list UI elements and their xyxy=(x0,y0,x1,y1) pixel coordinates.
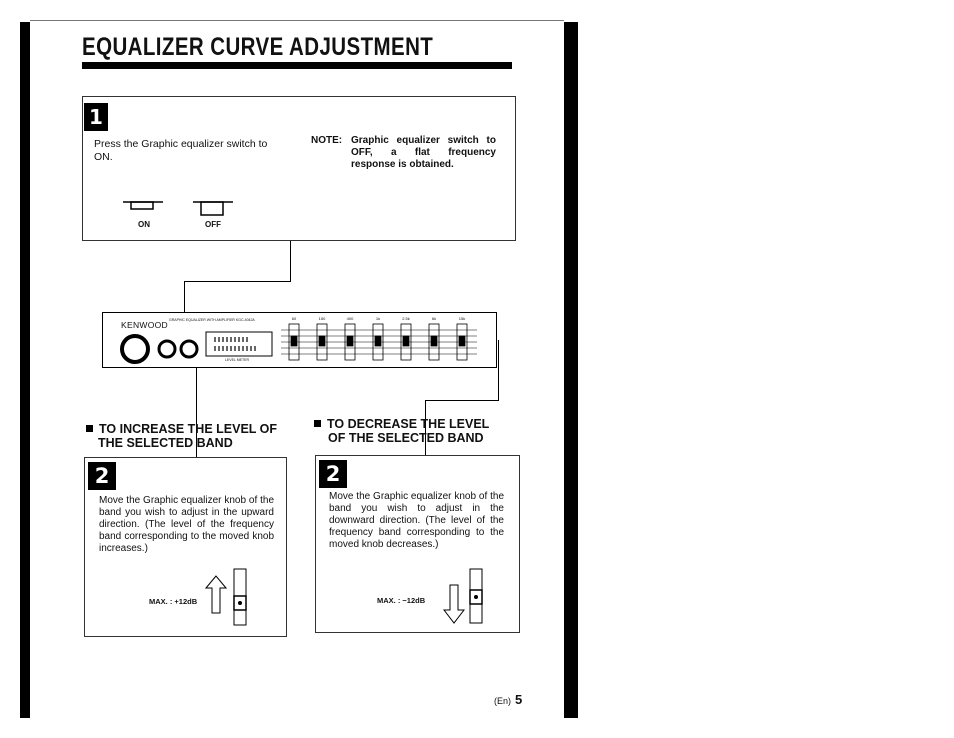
decrease-heading-line2: OF THE SELECTED BAND xyxy=(328,431,484,445)
footer-language: (En) xyxy=(494,696,512,706)
band-slider-group xyxy=(281,316,481,364)
level-meter-label: LEVEL METER xyxy=(225,358,249,362)
arrow-down-icon xyxy=(443,584,465,624)
band-label: 15k xyxy=(458,316,466,321)
slider-knob-icon xyxy=(467,568,485,624)
volume-knob-icon[interactable] xyxy=(119,333,151,365)
increase-instruction: Move the Graphic equalizer knob of the band you wish to adjust in the upward direction. (The level of the frequency band corresponding to the moved knob increases.) xyxy=(99,495,274,554)
decrease-box xyxy=(315,455,520,633)
decrease-heading-line1: TO DECREASE THE LEVEL xyxy=(327,417,490,431)
increase-step-number: 2 xyxy=(88,462,116,490)
step1-box xyxy=(82,96,516,241)
band-label: 6k xyxy=(431,316,437,321)
page-number: 5 xyxy=(515,692,523,707)
decrease-step-number: 2 xyxy=(319,460,347,488)
step1-instruction: Press the Graphic equalizer switch to ON. xyxy=(94,138,268,163)
step1-note-label: NOTE: xyxy=(311,135,343,146)
increase-heading xyxy=(86,422,277,436)
connector-line xyxy=(184,281,291,282)
band-label: 60 xyxy=(291,316,297,321)
increase-heading-line2: THE SELECTED BAND xyxy=(98,436,233,450)
connector-line xyxy=(290,241,291,281)
decrease-heading xyxy=(314,417,489,431)
page-left-bar xyxy=(20,22,30,718)
title-rule xyxy=(82,62,512,69)
switch-off-label: OFF xyxy=(205,220,221,229)
brand-logo: KENWOOD xyxy=(121,320,168,330)
hifi-button-icon[interactable] xyxy=(157,339,177,359)
bullet-square-icon xyxy=(86,425,93,432)
band-label: 150 xyxy=(318,316,326,321)
band-label: 2.5k xyxy=(402,316,410,321)
page-top-line xyxy=(30,20,564,21)
band-sliders-icon[interactable] xyxy=(281,322,481,364)
connector-line xyxy=(498,340,499,400)
page-title: EQUALIZER CURVE ADJUSTMENT xyxy=(82,33,434,61)
page-right-bar xyxy=(564,22,578,718)
switch-on-icon xyxy=(123,199,163,215)
step1-number: 1 xyxy=(84,103,108,131)
step1-note-text: Graphic equalizer switch to OFF, a flat frequency response is obtained. xyxy=(351,135,496,170)
switch-on-label: ON xyxy=(138,220,150,229)
power-button-icon[interactable] xyxy=(179,339,199,359)
increase-box xyxy=(84,457,287,637)
increase-heading-line1: TO INCREASE THE LEVEL OF xyxy=(99,422,278,436)
slider-knob-icon xyxy=(231,568,249,626)
band-label: 400 xyxy=(346,316,354,321)
equalizer-panel xyxy=(102,312,497,368)
increase-max-label: MAX. : +12dB xyxy=(149,597,198,606)
decrease-max-label: MAX. : −12dB xyxy=(377,596,426,605)
decrease-instruction: Move the Graphic equalizer knob of the band you wish to adjust in the downward direction. (The level of the frequency band corresponding to the moved knob decreases.) xyxy=(329,491,504,550)
arrow-up-icon xyxy=(205,575,227,615)
switch-off-icon xyxy=(193,199,233,217)
level-meter-icon xyxy=(205,331,273,357)
bullet-square-icon xyxy=(314,420,321,427)
band-label: 1k xyxy=(375,316,381,321)
model-text: GRAPHIC EQUALIZER WITH AMPLIFIER KGC-4042A xyxy=(169,318,255,322)
connector-line xyxy=(425,400,499,401)
